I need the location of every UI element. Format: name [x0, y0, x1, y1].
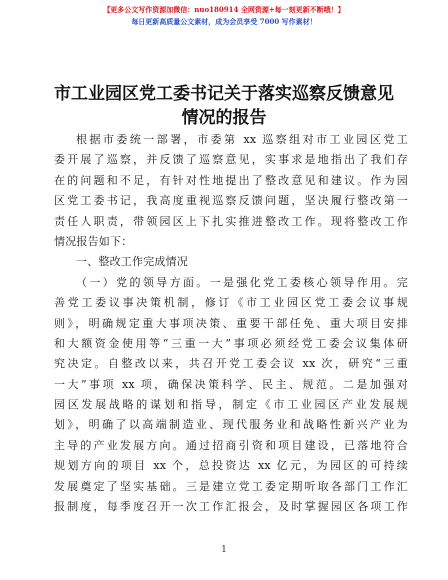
body-line: 委开展了巡察，并反馈了巡察意见，实事求是地指出了我们存	[54, 153, 408, 167]
title-line-2: 情况的报告	[181, 108, 267, 128]
body-line: 规划方向的项目 xx 个，总投资达 xx 亿元，为园区的可持续	[54, 459, 408, 473]
document-title	[40, 82, 408, 130]
body-line: 园区发展战略的谋划和指导，制定《市工业园区产业发展规	[54, 398, 408, 412]
body-line: 和大额资金使用等“三重一大”事项必须经党工委会议集体研	[54, 336, 408, 350]
promo-line-1: 【更多公文写作资源加微信：nuo180914 全网资源+每一刻更新不断哦！】	[103, 5, 345, 14]
body-line: 情况报告如下：	[54, 234, 133, 248]
promo-line-2: 每日更新高质量公文素材，成为会员享受 7000 写作素材！	[131, 17, 317, 26]
document-body	[54, 130, 408, 517]
body-line: 一大”事项 xx 项，确保决策科学、民主、规范。二是加强对	[54, 377, 408, 391]
body-line: 在的问题和不足，有针对性地提出了整改意见和建议。作为园	[54, 173, 408, 187]
body-line: （一）党的领导方面。一是强化党工委核心领导作用。完	[76, 275, 408, 289]
promo-banner	[0, 4, 448, 28]
body-line: 则》，明确规定重大事项决策、重要干部任免、重大项目安排	[54, 316, 408, 330]
title-line-1: 市工业园区党工委书记关于落实巡察反馈意见	[54, 84, 394, 104]
body-line: 区党工委书记，我高度重视巡察反馈问题，坚决履行整改第一	[54, 194, 408, 208]
body-line: 划》，明确了以高端制造业、现代服务业和战略性新兴产业为	[54, 418, 408, 432]
body-line: 根据市委统一部署，市委第 xx 巡察组对市工业园区党工	[76, 133, 408, 146]
body-line: 善党工委议事决策机制，修订《市工业园区党工委会议事规	[54, 296, 408, 310]
body-line: 究决定。自整改以来，共召开党工委会议 xx 次，研究“三重	[54, 357, 408, 371]
body-line: 发展奠定了坚实基础。三是建立党工委定期听取各部门工作汇	[54, 479, 408, 493]
section-heading: 一、整改工作完成情况	[76, 255, 188, 269]
body-line: 主导的产业发展方向。通过招商引资和项目建设，已落地符合	[54, 438, 408, 452]
page-number: 1	[221, 545, 227, 555]
body-line: 责任人职责，带领园区上下扎实推进整改工作。现将整改工作	[54, 214, 408, 228]
body-line: 报制度，每季度召开一次工作汇报会，及时掌握园区各项工作	[54, 500, 408, 514]
